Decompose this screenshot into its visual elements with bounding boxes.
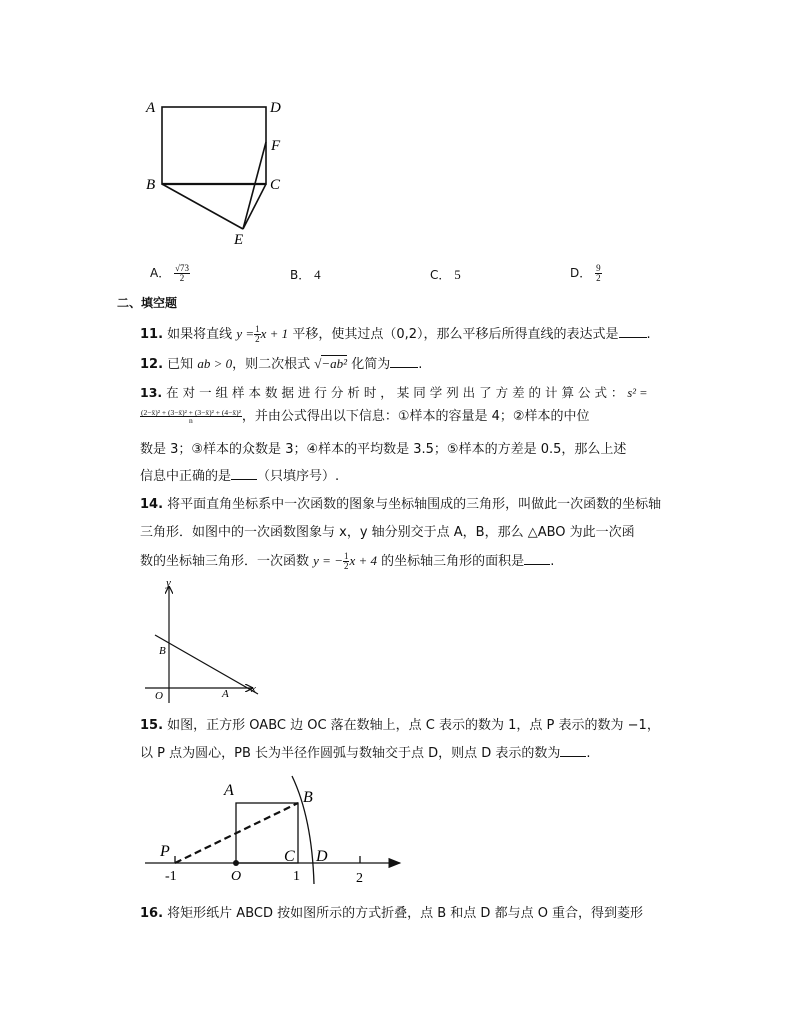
label-p: P [160, 843, 170, 860]
label-f: F [271, 138, 281, 154]
answer-blank-11[interactable] [619, 325, 647, 338]
label-c: C [284, 848, 295, 865]
answer-blank-12[interactable] [390, 355, 418, 368]
label-e: E [234, 232, 244, 248]
radical-expression: √−ab² [314, 356, 348, 371]
tick-label-2: 2 [356, 871, 363, 886]
label-b: B [146, 177, 156, 193]
option-c-value: 5 [454, 267, 461, 282]
function-line [155, 635, 258, 694]
question-13-line-2: $\frac{\text{(2−x̄)² + (3−x̄)² + (3−x̄)² + (4−x̄)²}}{n}$ ，并由公式得出以下信息：①样本的容量是 4；②样本的中位 [141, 407, 590, 425]
segment-ef [243, 142, 266, 229]
question-13-line-1: 13. 在 对 一 组 样 本 数 据 进 行 分 析 时 ， 某 同 学 列 出 了 方 差 的 计 算 公 式 ： s² = [140, 385, 648, 400]
option-a-denominator: 2 [174, 273, 190, 283]
question-14-line-3: 数的坐标轴三角形．一次函数 y = − $\frac{1}{2}$ x + 4 的坐标轴三角形的面积是 . [140, 551, 555, 571]
option-b-value: 4 [314, 267, 321, 282]
option-d-numerator: 9 [596, 263, 601, 273]
answer-blank-13[interactable] [231, 467, 257, 480]
option-b[interactable]: B． 4 [290, 267, 321, 282]
label-a: A [146, 100, 156, 116]
tick-label-neg1: -1 [165, 869, 177, 884]
x-axis-label: x [251, 683, 256, 695]
answer-blank-15[interactable] [560, 744, 586, 757]
question-16-line-1: 16. 将矩形纸片 ABCD 按如图所示的方式折叠，点 B 和点 D 都与点 O 重合，得到菱形 [140, 906, 644, 921]
question-13-line-4: 信息中正确的是 （只填序号）. [140, 469, 340, 484]
option-d-denominator: 2 [596, 273, 601, 283]
y-axis-label: y [166, 577, 171, 589]
question-12: 12. 已知 ab > 0，则二次根式 √−ab² 化简为 . [140, 356, 423, 372]
question-14-line-1: 14. 将平面直角坐标系中一次函数的图象与坐标轴围成的三角形，叫做此一次函数的坐标轴 [140, 497, 662, 512]
question-15-line-1: 15. 如图，正方形 OABC 边 OC 落在数轴上，点 C 表示的数为 1，点 P 表示的数为 −1， [140, 718, 660, 733]
question-14-line-2: 三角形．如图中的一次函数图象与 x，y 轴分别交于点 A，B，那么 △ABO 为此一次函 [140, 525, 635, 540]
option-a-numerator: √73 [175, 263, 189, 273]
label-o: O [231, 869, 242, 884]
label-a: A [224, 782, 234, 799]
label-a: A [222, 688, 229, 700]
coordinate-axes-figure [140, 575, 270, 705]
label-b: B [303, 789, 313, 806]
option-c[interactable]: C． 5 [430, 267, 461, 282]
option-d[interactable]: D． $\frac{9}{2}$ [570, 263, 601, 283]
segment-ec [243, 184, 266, 229]
label-o: O [155, 690, 163, 702]
question-11: 11. 如果将直线 y = $\frac{1}{2}$ x + 1 平移，使其过点（0,2），那么平移后所得直线的表达式是 . [140, 324, 651, 344]
point-o [233, 860, 239, 866]
label-d: D [270, 100, 281, 116]
label-b: B [159, 645, 166, 657]
section-title: 二、填空题 [117, 296, 178, 310]
rectangle-abcd [162, 107, 266, 184]
number-line-figure [140, 770, 410, 888]
label-c: C [270, 177, 281, 193]
variance-formula: $\frac{\text{(2−x̄)² + (3−x̄)² + (3−x̄)² + (4−x̄)²}}{n}$ [141, 407, 241, 425]
label-d: D [316, 848, 328, 865]
tick-label-1: 1 [293, 869, 300, 884]
segment-be [162, 184, 243, 229]
option-a[interactable]: A． $\frac{√73}{2}$ [150, 263, 189, 283]
answer-blank-14[interactable] [524, 552, 550, 565]
geometry-figure-rectangle [140, 92, 300, 252]
question-13-line-3: 数是 3；③样本的众数是 3；④样本的平均数是 3.5；⑤样本的方差是 0.5，那么上述 [140, 442, 627, 457]
question-15-line-2: 以 P 点为圆心，PB 长为半径作圆弧与数轴交于点 D，则点 D 表示的数为 . [140, 746, 591, 761]
